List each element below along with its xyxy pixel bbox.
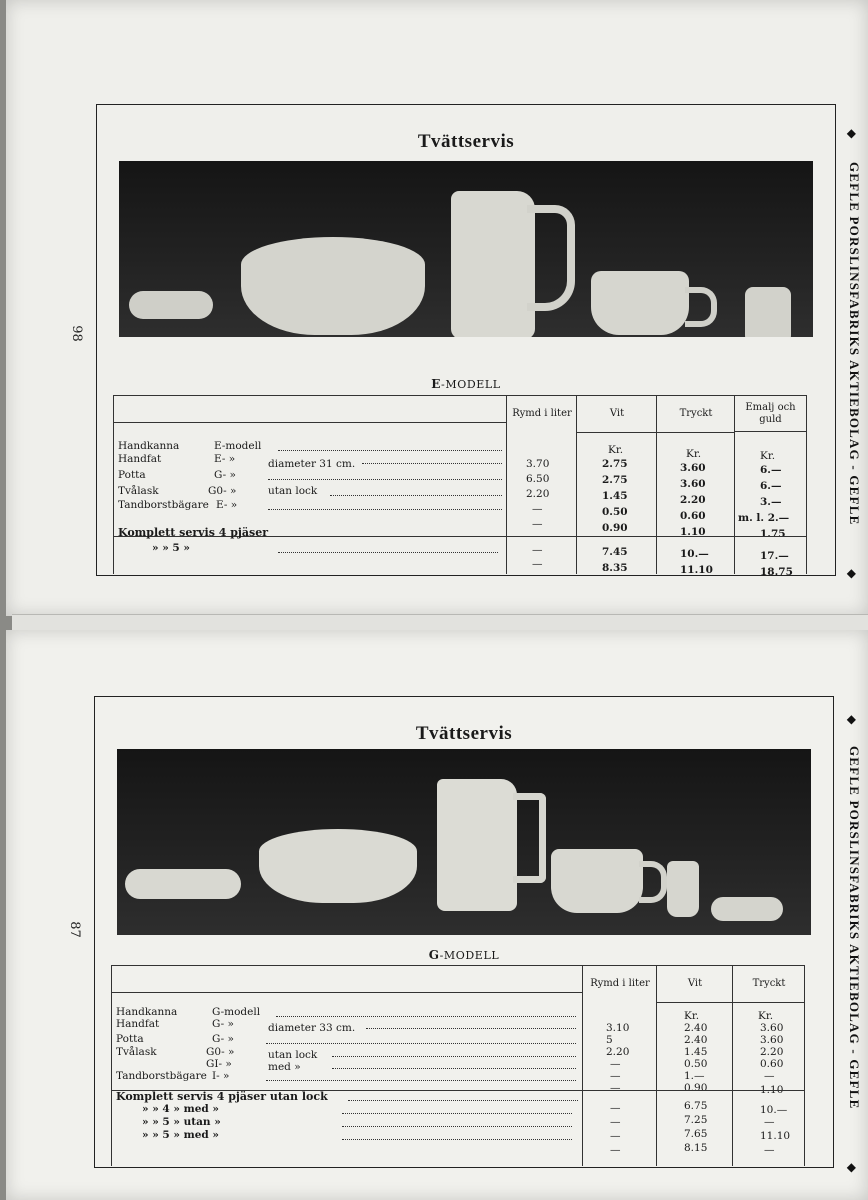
table-row: Potta G- » — [116, 1033, 144, 1046]
currency-tryckt: Kr. — [686, 448, 702, 460]
soap-dish-image — [125, 869, 241, 899]
washbasin-image — [259, 829, 417, 903]
product-frame — [94, 696, 834, 1168]
set-row: Komplett servis 4 pjäser — [118, 526, 268, 539]
page-title: Tvättservis — [417, 131, 515, 152]
col-rymd: Rymd i liter — [582, 966, 657, 1002]
table-row: Handfat G- » diameter 33 cm. — [116, 1018, 159, 1031]
page-title: Tvättservis — [415, 723, 513, 744]
diamond-ornament: ◆ — [846, 126, 856, 140]
washbasin-image — [241, 237, 425, 335]
diamond-ornament: ◆ — [846, 566, 856, 580]
table-row: Handkanna E-modell — [118, 440, 179, 453]
currency-vit: Kr. — [608, 444, 624, 456]
diamond-ornament: ◆ — [846, 1160, 856, 1174]
chamber-pot-image — [551, 849, 643, 913]
col-rymd: Rymd i liter — [506, 396, 577, 432]
table-row: Handkanna G-modell — [116, 1006, 177, 1019]
pitcher-image — [437, 779, 517, 911]
col-emalj: Emalj och guld — [734, 396, 806, 432]
price-table: Rymd i liter Vit Tryckt Emalj och guld Kr. Kr. Kr. Handkanna E-modell Handfat E- » diameter 31 cm. Potta G- » Tvålask G0- » utan lock Tandborstbägare E- » 3.70 6.50 2.20 — — 2.75 2.75 1.45 0.50 0.90 3.60 3.60 2.20 0.60 1.10 6.— 6.— 3.— m. l. 2.— 1.75 Komplett servis 4 pjäser » » 5 » — — 7.45 8.35 10.— 11.10 17.— 18.75 — [113, 395, 807, 574]
soap-dish-image — [129, 291, 213, 319]
chamber-pot-handle — [685, 287, 717, 327]
table-row: Tandborstbägare E- » — [118, 499, 209, 512]
table-row: Tandborstbägare I- » — [116, 1070, 207, 1083]
set-row: » » 5 » med » — [142, 1129, 219, 1142]
col-tryckt: Tryckt — [732, 966, 805, 1003]
product-photo — [119, 161, 813, 337]
publisher-side-text: GEFLE PORSLINSFABRIKS AKTIEBOLAG - GEFLE — [847, 162, 862, 526]
set-row: » » 5 » utan » — [142, 1116, 221, 1129]
col-tryckt: Tryckt — [656, 396, 735, 433]
price-table: Rymd i liter Vit Tryckt Kr. Kr. Handkanna G-modell Handfat G- » diameter 33 cm. Potta G- » Tvålask G0- » utan lock GI- » med » Tandborstbägare I- » 3.10 5 2.20 — — — 2.40 2.40 1.45 0.50 1.— 0.90 3.60 3.60 2.20 0.60 — 1.10 Komplett servis 4 pjäser utan lock » » 4 » med » » » 5 » utan » » » 5 » med » — — — — 6.75 7.25 7.65 8.15 10.— — 11.10 — — [111, 965, 805, 1166]
page-number: 98 — [68, 325, 84, 342]
pitcher-handle — [527, 205, 575, 311]
pitcher-image — [451, 191, 535, 337]
publisher-side-text: GEFLE PORSLINSFABRIKS AKTIEBOLAG - GEFLE — [847, 746, 862, 1110]
currency-tryckt: Kr. — [758, 1010, 774, 1022]
col-vit: Vit — [656, 966, 733, 1003]
catalog-page-98 — [6, 0, 868, 616]
model-label: E-MODELL — [431, 377, 501, 391]
col-vit: Vit — [576, 396, 657, 433]
set-row: » » 5 » — [152, 542, 190, 555]
product-photo — [117, 749, 811, 935]
table-row: Tvålask G0- » utan lock — [118, 485, 159, 498]
toothbrush-cup-image — [745, 287, 791, 337]
set-row: » » 4 » med » — [142, 1103, 219, 1116]
set-row: Komplett servis 4 pjäser utan lock — [116, 1090, 328, 1103]
page-number: 87 — [66, 921, 82, 938]
soap-dish-lid-image — [711, 897, 783, 921]
diamond-ornament: ◆ — [846, 712, 856, 726]
table-row: Potta G- » — [118, 469, 146, 482]
catalog-page-87 — [6, 630, 868, 1200]
currency-emalj: Kr. — [760, 450, 776, 462]
model-label: G-MODELL — [428, 948, 500, 962]
table-row: Handfat E- » diameter 31 cm. — [118, 453, 161, 466]
chamber-pot-image — [591, 271, 689, 335]
currency-vit: Kr. — [684, 1010, 700, 1022]
toothbrush-cup-image — [667, 861, 699, 917]
table-row: Tvålask G0- » utan lock — [116, 1046, 157, 1059]
pitcher-handle — [513, 793, 546, 883]
product-frame — [96, 104, 836, 576]
chamber-pot-handle — [639, 861, 667, 903]
